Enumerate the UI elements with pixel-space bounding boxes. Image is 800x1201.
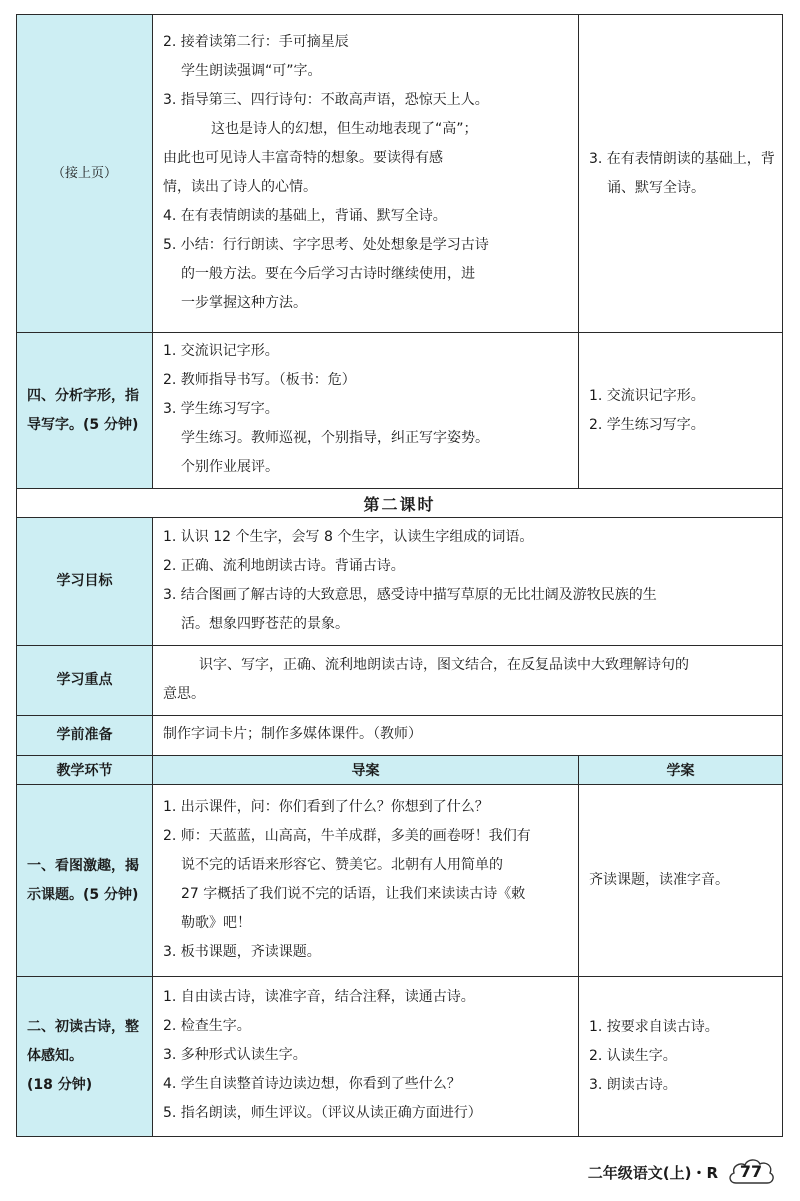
goal-item: 1. 认识 12 个生字，会写 8 个生字，认读生字组成的词语。 [163, 528, 534, 545]
lesson-plan-table [16, 14, 783, 1137]
focus-row [17, 646, 783, 716]
step2-label [17, 977, 153, 1137]
guide-line: 2. 检查生字。 [163, 1018, 251, 1034]
header-teaching-step: 教学环节 [17, 756, 153, 785]
step1-label-line: 示课题。(5 分钟) [27, 886, 139, 903]
study-line: 2. 学生练习写字。 [589, 416, 705, 433]
guide-line: 的一般方法。要在今后学习古诗时继续使用，进 [181, 265, 475, 282]
prep-content: 制作字词卡片；制作多媒体课件。（教师） [153, 716, 783, 756]
step4-guide [153, 333, 579, 489]
guide-line: 由此也可见诗人丰富奇特的想象。要读得有感 [163, 149, 443, 166]
guide-line: 2. 师：天蓝蓝，山高高，牛羊成群，多美的画卷呀！我们有 [163, 827, 531, 844]
step2-label-line: 二、初读古诗，整 [27, 1019, 139, 1035]
step2-guide [153, 977, 579, 1137]
continued-label: （接上页） [17, 15, 153, 333]
focus-label: 学习重点 [17, 646, 153, 716]
page-number: 77 [739, 1162, 763, 1181]
guide-line: 2. 教师指导书写。（板书：危） [163, 372, 356, 388]
guide-line: 2. 接着读第二行：手可摘星辰 [163, 33, 349, 50]
continued-study [579, 15, 783, 333]
step1-label-line: 一、看图激趣，揭 [27, 857, 139, 874]
step2-label-line: 体感知。 [27, 1048, 83, 1064]
step2-row [17, 977, 783, 1137]
section-title: 第二课时 [17, 489, 783, 518]
step4-label [17, 333, 153, 489]
step2-study [579, 977, 783, 1137]
header-study: 学案 [579, 756, 783, 785]
step4-label-line: 导写字。(5 分钟) [27, 416, 139, 433]
step1-guide [153, 785, 579, 977]
study-line: 3. 朗读古诗。 [589, 1077, 677, 1093]
goals-label: 学习目标 [17, 518, 153, 646]
prep-row [17, 716, 783, 756]
guide-line: 学生练习。教师巡视，个别指导，纠正写字姿势。 [181, 430, 489, 446]
goals-content [153, 518, 783, 646]
step4-label-line: 四、分析字形，指 [27, 387, 139, 404]
study-line: 诵、默写全诗。 [607, 179, 705, 196]
goal-item: 3. 结合图画了解古诗的大致意思，感受诗中描写草原的无比壮阔及游牧民族的生 [163, 586, 657, 603]
step1-label [17, 785, 153, 977]
goal-item: 2. 正确、流利地朗读古诗。背诵古诗。 [163, 557, 405, 574]
guide-line: 3. 板书课题，齐读课题。 [163, 943, 321, 960]
goal-item: 活。想象四野苍茫的景象。 [181, 615, 349, 632]
focus-content [153, 646, 783, 716]
guide-line: 3. 指导第三、四行诗句：不敢高声语，恐惊天上人。 [163, 91, 489, 108]
table-header-row [17, 756, 783, 785]
study-line: 1. 按要求自读古诗。 [589, 1019, 719, 1035]
page-footer [588, 1152, 776, 1192]
guide-line: 情，读出了诗人的心情。 [163, 178, 317, 195]
guide-line: 一步掌握这种方法。 [181, 294, 307, 311]
guide-line: 3. 学生练习写字。 [163, 401, 279, 417]
step4-row [17, 333, 783, 489]
goals-row [17, 518, 783, 646]
guide-line: 说不完的话语来形容它、赞美它。北朝有人用简单的 [181, 856, 503, 873]
focus-line: 意思。 [163, 685, 205, 702]
continued-row [17, 15, 783, 333]
guide-line: 5. 小结：行行朗读、字字思考、处处想象是学习古诗 [163, 236, 489, 253]
guide-line: 27 字概括了我们说不完的话语，让我们来读读古诗《敕 [181, 885, 526, 902]
prep-label: 学前准备 [17, 716, 153, 756]
continued-guide [153, 15, 579, 333]
guide-line: 学生朗读强调“可”字。 [181, 62, 322, 79]
guide-line: 4. 在有表情朗读的基础上，背诵、默写全诗。 [163, 207, 447, 224]
section-title-row [17, 489, 783, 518]
guide-line: 4. 学生自读整首诗边读边想，你看到了些什么？ [163, 1076, 461, 1092]
focus-line: 识字、写字，正确、流利地朗读古诗，图文结合，在反复品读中大致理解诗句的 [199, 656, 689, 673]
book-title: 二年级语文(上)・R [587, 1163, 718, 1182]
study-line: 2. 认读生字。 [589, 1048, 677, 1064]
guide-line: 1. 出示课件，问：你们看到了什么？你想到了什么？ [163, 798, 489, 815]
guide-line: 勒歌》吧！ [181, 914, 251, 931]
guide-line: 这也是诗人的幻想，但生动地表现了“高”； [211, 120, 478, 137]
page-number-badge [726, 1155, 776, 1189]
step1-study: 齐读课题，读准字音。 [579, 785, 783, 977]
guide-line: 1. 交流识记字形。 [163, 343, 279, 359]
guide-line: 1. 自由读古诗，读准字音，结合注释，读通古诗。 [163, 989, 475, 1005]
step4-study [579, 333, 783, 489]
guide-line: 个别作业展评。 [181, 459, 279, 475]
header-guide: 导案 [153, 756, 579, 785]
study-line: 1. 交流识记字形。 [589, 387, 705, 404]
study-line: 3. 在有表情朗读的基础上，背 [589, 150, 775, 167]
guide-line: 3. 多种形式认读生字。 [163, 1047, 307, 1063]
guide-line: 5. 指名朗读，师生评议。（评议从读正确方面进行） [163, 1105, 482, 1121]
step1-row [17, 785, 783, 977]
step2-label-line: (18 分钟) [27, 1077, 93, 1093]
